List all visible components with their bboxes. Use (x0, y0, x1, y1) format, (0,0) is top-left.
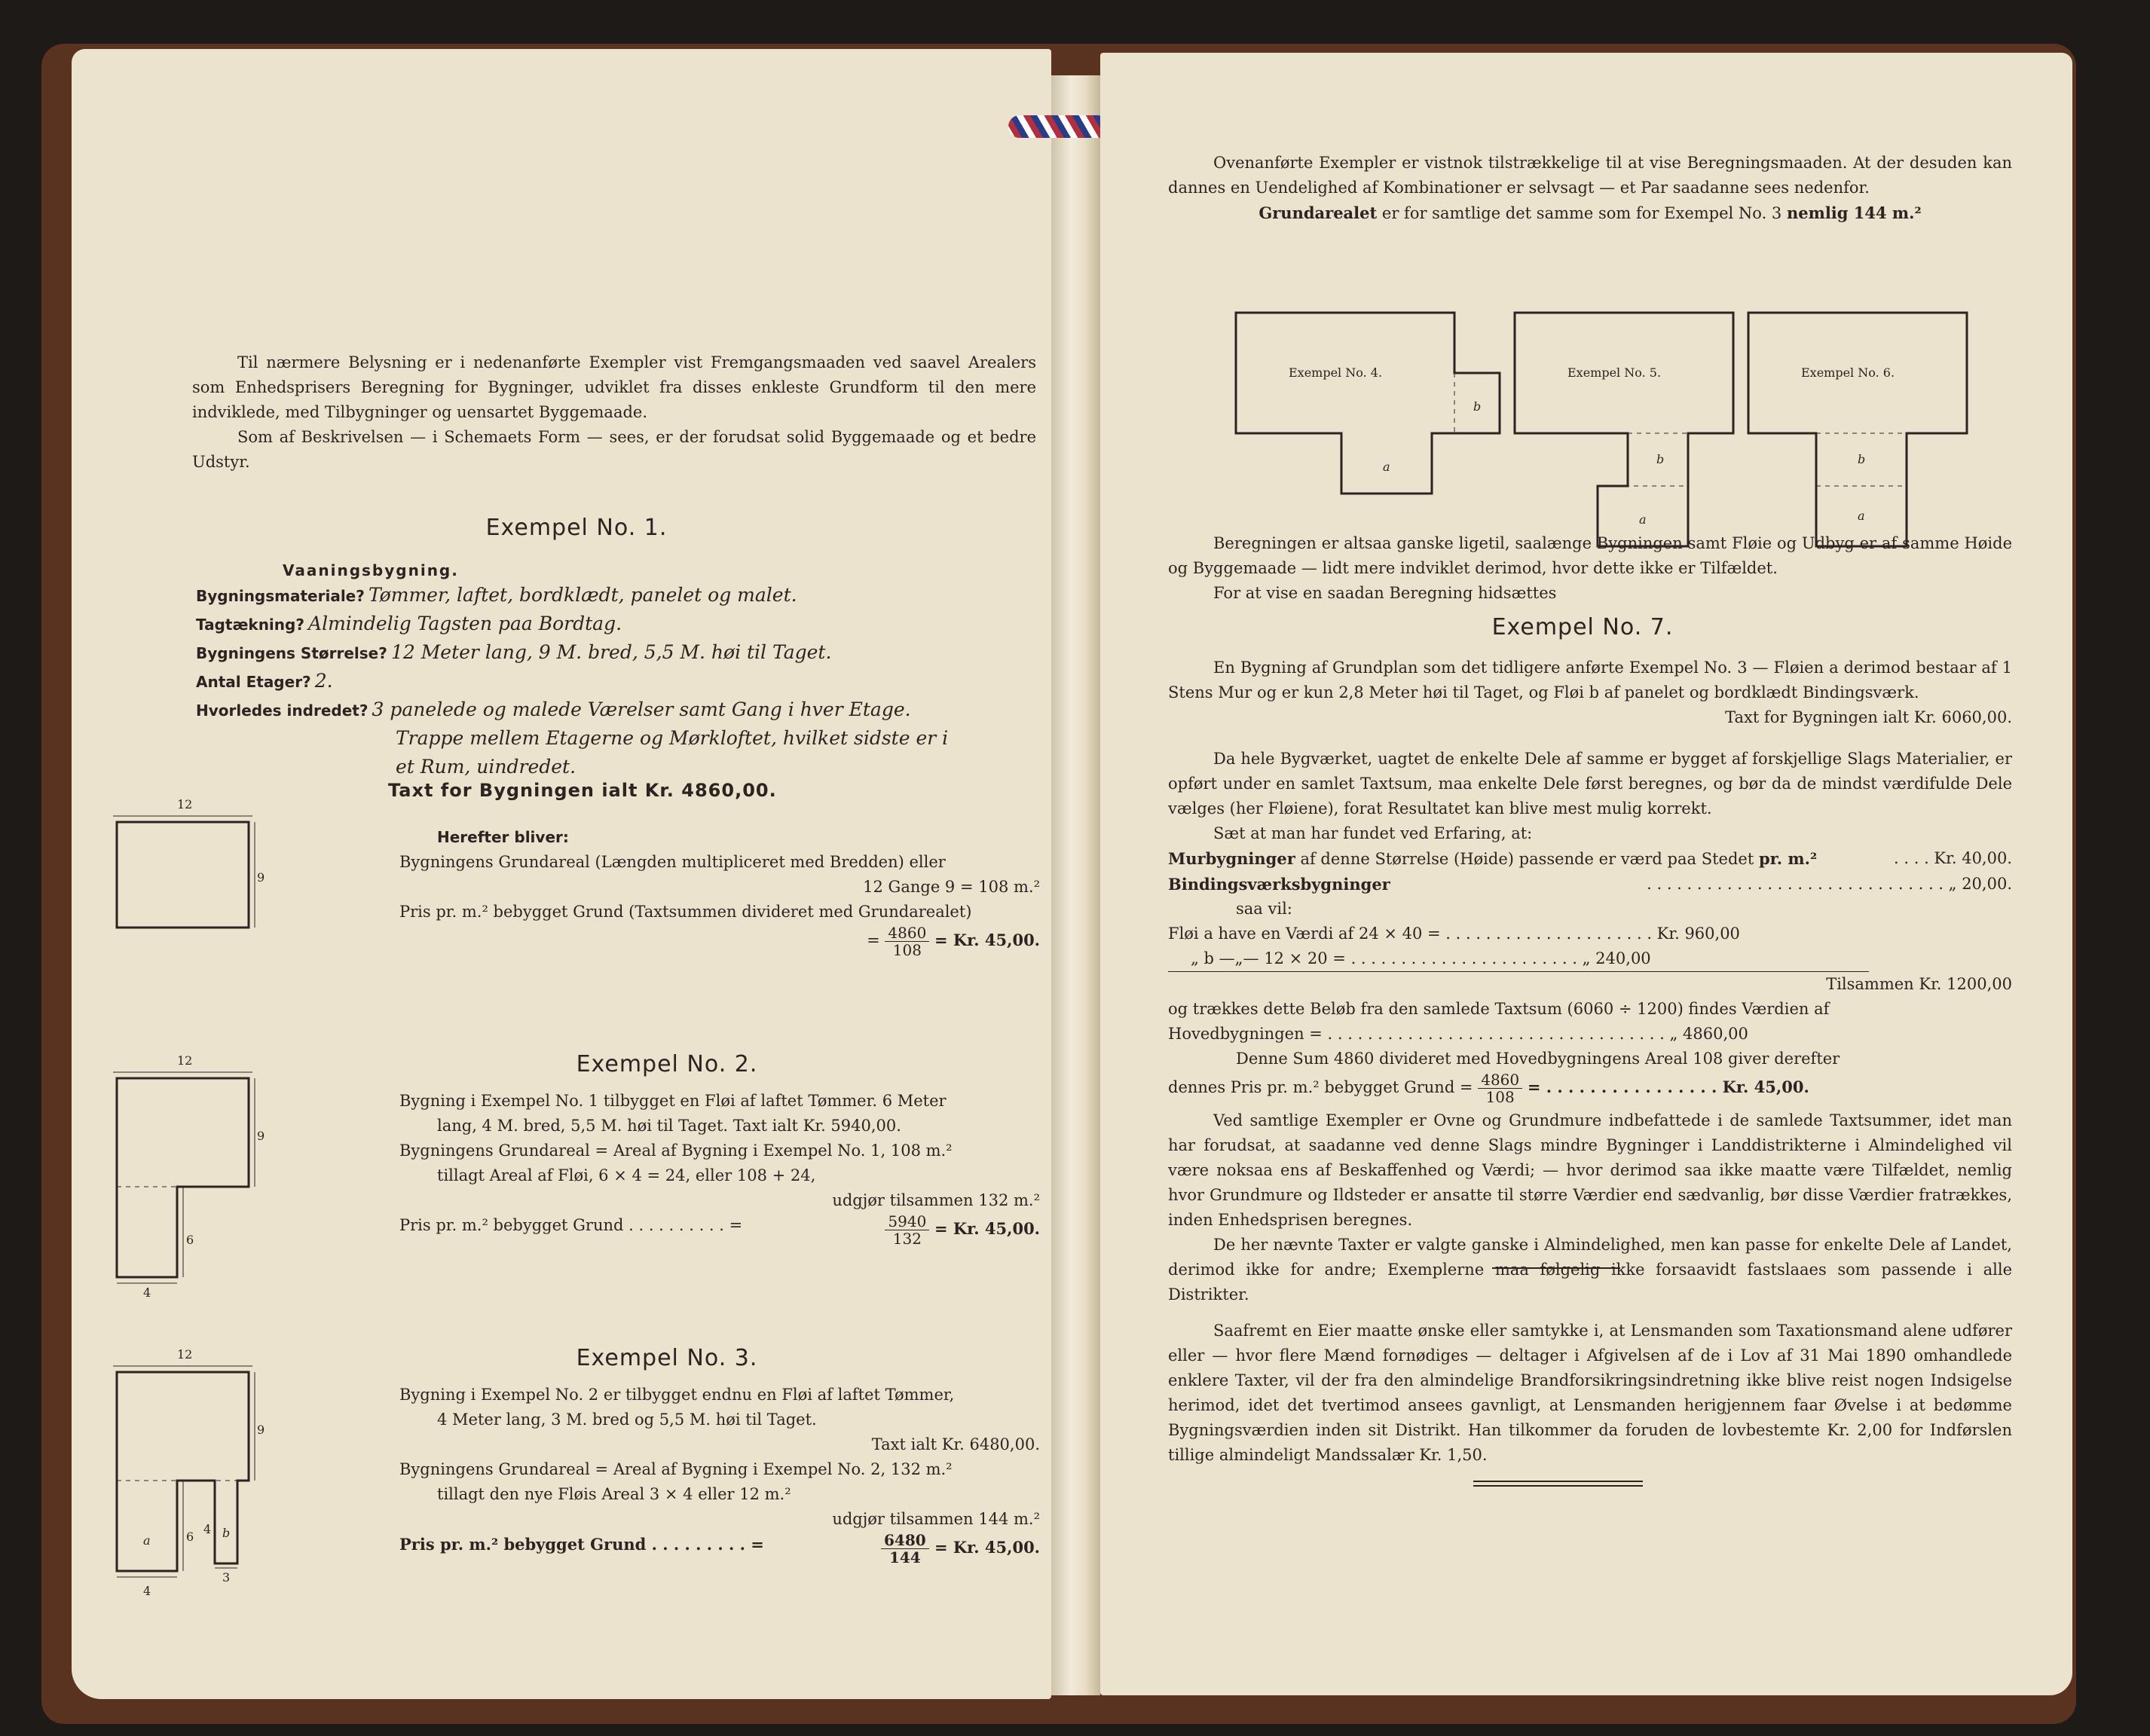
dim-label: 4 (203, 1522, 212, 1536)
dim-label: 12 (177, 1347, 193, 1362)
mur-row (1168, 846, 2012, 872)
field-label: Bygningsmateriale? (196, 587, 365, 605)
field-row (196, 641, 1040, 670)
field-value: Almindelig Tagsten paa Bordtag. (308, 613, 622, 634)
herefter-label: Herefter bliver: (437, 828, 569, 846)
field-label: Antal Etager? (196, 673, 311, 691)
left-page (72, 49, 1051, 1699)
field-row (196, 584, 1040, 613)
mur-value: . . . . Kr. 40,00. (1894, 849, 2012, 867)
ex1-title: Exempel No. 1. (485, 515, 668, 541)
field-row (196, 613, 1040, 641)
field-row (196, 698, 1040, 727)
field-row (196, 670, 1040, 698)
intro-text-2: Som af Beskrivelsen — i Schemaets Form — sees, er der forudsat solid Byggemaade og et bedre Udstyr. (192, 428, 1036, 471)
grundareal-text: Bygningens Grundareal (Længden multipliceret med Bredden) eller (399, 853, 946, 871)
separator-rule (1492, 1267, 1620, 1269)
ex1-calc (399, 825, 1040, 958)
wing-b-label: b (1656, 452, 1665, 466)
pris-result (399, 925, 1040, 958)
dim-label: 4 (143, 1584, 151, 1598)
field-label: Hvorledes indredet? (196, 701, 369, 720)
result: = Kr. 45,00. (934, 931, 1040, 949)
pris-text: Pris pr. m.² bebygget Grund (Taxtsummen divideret med Grundarealet) (399, 903, 972, 921)
ex3-text (399, 1383, 1040, 1566)
wing-b-label: b (1473, 399, 1482, 414)
intro-text: Ovenanførte Exempler er vistnok tilstrækkelige til at vise Beregningsmaaden. At der desuden kan dannes en Uendelighed af Kombinationer er selvsagt — et Par saadanne sees nedenfor. (1168, 154, 2012, 197)
fraction (885, 925, 929, 958)
ex7-body (1168, 656, 2012, 1307)
grundareal-value: 12 Gange 9 = 108 m.² (863, 878, 1040, 896)
floi-b-row: „ b —„— 12 × 20 = . . . . . . . . . . . . . . . . . . . . . . . „ 240,00 (1168, 946, 1869, 972)
right-page (1100, 53, 2072, 1695)
intro-text: Til nærmere Belysning er i nedenanførte Exempler vist Fremgangsmaaden ved saavel Arealers som Enhedsprisers Beregning for Bygninger, udviklet fra disses enkleste Grundform til den mere indviklede, med Tilbygninger og uensartet Byggemaade. (192, 353, 1036, 421)
ex3-line: udgjør tilsammen 144 m.² (832, 1510, 1040, 1528)
bold-label: Grundarealet (1258, 203, 1378, 222)
denne-pris-label: dennes Pris pr. m.² bebygget Grund = (1168, 1078, 1473, 1096)
wing-a-label: a (1639, 512, 1647, 527)
ex7-taxt: Taxt for Bygningen ialt Kr. 6060,00. (1725, 708, 2012, 726)
right-mid (1168, 531, 2012, 606)
dim-label: 12 (177, 797, 193, 811)
mur-text: af denne Størrelse (Høide) passende er værd paa Stedet (1300, 850, 1754, 868)
ex2-floorplan (102, 1051, 275, 1300)
field-label: Tagtækning? (196, 616, 304, 634)
saa-vil: saa vil: (1236, 900, 1292, 918)
wing-b-label: b (222, 1526, 231, 1540)
wing-b-label: b (1858, 452, 1866, 466)
diagram-label: Exempel No. 6. (1801, 365, 1895, 380)
ex7-paragraph: De her nævnte Taxter er valgte ganske i Almindelighed, men kan passe for enkelte Dele af Landet, derimod ikke for andre; Exemplerne maa følgelig ikke forsaavidt fastslaaes som passende i alle Distrikter. (1168, 1236, 2012, 1304)
fraction (1478, 1071, 1522, 1105)
ex7-paragraph: En Bygning af Grundplan som det tidligere anførte Exempel No. 3 — Fløien a derimod bestaar af 1 Stens Mur og er kun 2,8 Meter høi til Taget, og Fløi b af panelet og bordklædt Bindingsværk. (1168, 659, 2012, 701)
ex1-fields (196, 584, 1040, 784)
dim-label: 9 (257, 1423, 265, 1437)
floi-a-row: Fløi a have en Værdi af 24 × 40 = . . . . . . . . . . . . . . . . . . . . . Kr. 960,00 (1168, 925, 1740, 943)
ex2-line: udgjør tilsammen 132 m.² (832, 1191, 1040, 1209)
dim-label: 6 (186, 1530, 194, 1544)
tilsammen-row: Tilsammen Kr. 1200,00 (1826, 975, 2012, 993)
ex3-line: Bygning i Exempel No. 2 er tilbygget endnu en Fløi af laftet Tømmer, (399, 1386, 955, 1404)
mur-label: Murbygninger (1168, 849, 1295, 868)
ex1-subtitle: Vaaningsbygning. (283, 561, 459, 579)
ex5-diagram (1515, 313, 1733, 546)
dim-label: 12 (177, 1053, 193, 1068)
wing-a-label: a (143, 1533, 151, 1548)
ex2-title: Exempel No. 2. (576, 1051, 758, 1077)
closing-paragraph (1168, 1319, 2012, 1468)
ex7-title: Exempel No. 7. (1491, 614, 1674, 640)
examples-diagrams (1206, 252, 2005, 561)
ex2-pris (399, 1213, 1040, 1247)
intro-paragraph (192, 350, 1036, 475)
ex1-floorplan (102, 795, 268, 946)
field-label: Bygningens Størrelse? (196, 644, 387, 662)
wing-a-label: a (1383, 460, 1390, 474)
field-value-cont: et Rum, uindredet. (396, 756, 576, 778)
denominator: 108 (892, 941, 922, 959)
numerator: 4860 (885, 925, 929, 942)
trakkes-row: og trækkes dette Beløb fra den samlede Taxtsum (6060 ÷ 1200) findes Værdien af (1168, 1000, 1830, 1018)
end-rule-2 (1473, 1485, 1643, 1487)
ex7-paragraph: Da hele Bygværket, uagtet de enkelte Dele af samme er bygget af forskjellige Slags Materialier, er opført under en samlet Taxtsum, maa enkelte Dele først beregnes, og bør da de mindst værdifulde Dele vælges (her Fløiene), forat Resultatet kan blive mest mulig korrekt. (1168, 750, 2012, 818)
diagram-label: Exempel No. 4. (1289, 365, 1383, 380)
wing-a-label: a (1858, 509, 1865, 523)
bind-label: Bindingsværksbygninger (1168, 875, 1390, 894)
denominator: 132 (892, 1230, 922, 1248)
pris-label: Pris pr. m.² bebygget Grund . . . . . . . . . . = (399, 1216, 743, 1234)
numerator: 4860 (1478, 1071, 1522, 1089)
right-intro (1168, 151, 2012, 226)
field-value: 3 panelede og malede Værelser samt Gang i hver Etage. (372, 698, 911, 720)
building-rect (117, 822, 249, 928)
mid-paragraph-2: For at vise en saadan Beregning hidsættes (1213, 584, 1557, 602)
denominator: 108 (1485, 1088, 1515, 1106)
denominator: 144 (888, 1548, 921, 1566)
result: = Kr. 45,00. (934, 1219, 1040, 1238)
dim-label: 9 (257, 1129, 265, 1143)
ex3-line: Taxt ialt Kr. 6480,00. (871, 1435, 1040, 1453)
ex3-floorplan (102, 1345, 283, 1601)
result: = Kr. 45,00. (934, 1538, 1040, 1557)
ex2-line: Bygning i Exempel No. 1 tilbygget en Fløi af laftet Tømmer. 6 Meter (399, 1092, 947, 1110)
ex2-line: Bygningens Grundareal = Areal af Bygning i Exempel No. 1, 108 m.² (399, 1142, 953, 1160)
bind-value: . . . . . . . . . . . . . . . . . . . . . . . . . . . . . . „ 20,00. (1647, 875, 2012, 893)
denne-row: Denne Sum 4860 divideret med Hovedbygningens Areal 108 giver derefter (1236, 1050, 1840, 1068)
result: = . . . . . . . . . . . . . . . . Kr. 45,00. (1527, 1077, 1809, 1096)
fraction (881, 1532, 929, 1566)
denne-pris-row (1168, 1071, 2012, 1105)
hoved-row: Hovedbygningen = . . . . . . . . . . . . . . . . . . . . . . . . . . . . . . . . . . „ 4860,00 (1168, 1025, 1748, 1043)
field-value: 2. (314, 670, 333, 692)
ex3-line: 4 Meter lang, 3 M. bred og 5,5 M. høi til Taget. (437, 1410, 817, 1429)
book-gutter (1051, 75, 1100, 1695)
ex1-taxt: Taxt for Bygningen ialt Kr. 4860,00. (388, 780, 777, 801)
ex2-line: tillagt Areal af Fløi, 6 × 4 = 24, eller 108 + 24, (437, 1166, 816, 1184)
ex6-diagram (1748, 313, 1967, 546)
dim-label: 4 (143, 1285, 151, 1300)
field-value: Tømmer, laftet, bordklædt, panelet og malet. (368, 584, 797, 606)
ex2-line: lang, 4 M. bred, 5,5 M. høi til Taget. Taxt ialt Kr. 5940,00. (437, 1117, 901, 1135)
end-rule (1473, 1481, 1643, 1482)
mid-text: er for samtlige det samme som for Exempel No. 3 (1381, 204, 1782, 222)
closing-text: Saafremt en Eier maatte ønske eller samtykke i, at Lensmanden som Taxationsmand alene udfører eller — hvor flere Mænd fornødiges — deltager i Afgivelsen af de i Lov af 31 Mai 1890 omhandlede enklere Taxter, vil der fra den almindelige Brandforsikringsindretning ikke blive reist nogen Indsigelse herimod, idet det tvertimod ansees gavnligt, at Lensmanden herigjennem faar Øvelse i at bedømme Bygningsværdien inden sit Distrikt. Han tilkommer da foruden de lovbestemte Kr. 2,00 for Indførslen tillige almindeligt Mandssalær Kr. 1,50. (1168, 1322, 2012, 1464)
field-value-cont: Trappe mellem Etagerne og Mørkloftet, hvilket sidste er i (396, 727, 949, 749)
ex3-pris (399, 1532, 1040, 1566)
ex2-text (399, 1089, 1040, 1247)
eq: = (867, 931, 880, 949)
numerator: 6480 (881, 1532, 929, 1549)
numerator: 5940 (885, 1213, 929, 1230)
pris-label: Pris pr. m.² bebygget Grund . . . . . . . . . = (399, 1535, 764, 1554)
dim-label: 6 (186, 1233, 194, 1247)
dim-label: 9 (257, 870, 265, 885)
diagram-label: Exempel No. 5. (1567, 365, 1662, 380)
mid-paragraph: Beregningen er altsaa ganske ligetil, saalænge Bygningen samt Fløie og Udbyg er af samme Høide og Byggemaade — lidt mere indviklet derimod, hvor dette ikke er Tilfældet. (1168, 534, 2012, 577)
ex7-paragraph: Ved samtlige Exempler er Ovne og Grundmure indbefattede i de samlede Taxtsummer, idet man har forudsat, at saadanne ved denne Slags mindre Bygninger i Landdistrikterne i Almindelighed vil være noksaa ens af Beskaffenhed og Værdi; — hvor derimod saa ikke maatte være Tilfældet, nemlig hvor Grundmure og Ildsteder er ansatte til større Værdier end sædvanlig, bør disse Værdier fratrækkes, inden Enhedsprisen beregnes. (1168, 1111, 2012, 1229)
ex3-line: Bygningens Grundareal = Areal af Bygning i Exempel No. 2, 132 m.² (399, 1460, 953, 1478)
fraction (885, 1213, 929, 1247)
ex4-diagram (1236, 313, 1500, 494)
bind-row (1168, 872, 2012, 897)
field-value: 12 Meter lang, 9 M. bred, 5,5 M. høi til Taget. (390, 641, 832, 663)
grundareal-line (1168, 200, 2012, 226)
ex3-title: Exempel No. 3. (576, 1345, 758, 1371)
ex3-line: tillagt den nye Fløis Areal 3 × 4 eller 12 m.² (437, 1485, 791, 1503)
dim-label: 3 (222, 1570, 231, 1585)
mur-unit: pr. m.² (1758, 849, 1818, 868)
bold-end: nemlig 144 m.² (1786, 203, 1922, 222)
ex7-paragraph: Sæt at man har fundet ved Erfaring, at: (1213, 824, 1533, 842)
